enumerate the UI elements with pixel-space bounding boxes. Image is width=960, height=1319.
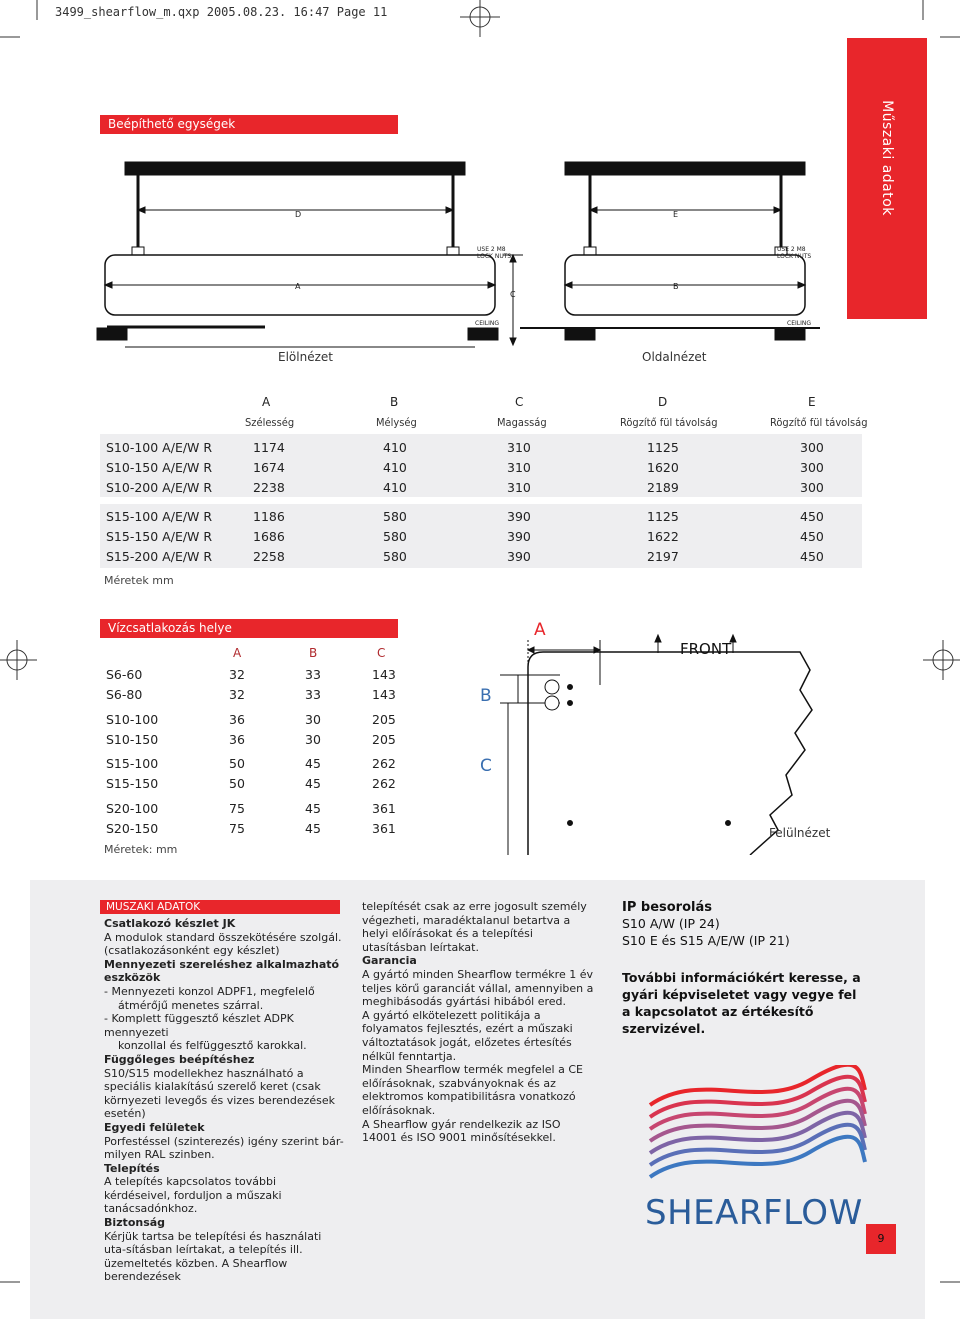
table-cell: 300 <box>800 460 824 475</box>
wc-cell: 50 <box>229 776 245 791</box>
tech-1-15: Kérjük tartsa be telepítési és használati uta-sításban leírtakat, a telepítés ill. üzemeltetés közben. A Shearflow berendezések <box>104 1229 322 1284</box>
wc-row-model: S15-100 <box>106 756 159 771</box>
wc-cell: 262 <box>372 756 396 771</box>
page-number: 9 <box>866 1224 896 1254</box>
table-cell: 2258 <box>253 549 285 564</box>
wc-cell: 33 <box>305 667 321 682</box>
tech-column-2 <box>362 900 597 1145</box>
top-view-front-label: FRONT <box>680 640 732 658</box>
wc-row-model: S20-150 <box>106 821 159 836</box>
table-cell: 580 <box>383 529 407 544</box>
tech-2-3: A gyártó elkötelezett politikája a folyamatos fejlesztés, ezért a műszaki változtatások jogát, előzetes értesítés nélkül fenntartja. <box>362 1008 573 1063</box>
col-b-letter: B <box>390 395 399 409</box>
tech-2-5: A Shearflow gyár rendelkezik az ISO 14001 és ISO 9001 minősítésekkel. <box>362 1117 561 1145</box>
wc-cell: 50 <box>229 756 245 771</box>
wc-cell: 32 <box>229 667 245 682</box>
wc-cell: 32 <box>229 687 245 702</box>
table-cell: 1174 <box>253 440 285 455</box>
tech-1-6: - Komplett függesztő készlet ADPK mennyezeti <box>104 1012 294 1039</box>
tech-1-7: konzollal és felfüggesztő karokkal. <box>118 1039 307 1053</box>
col-e-letter: E <box>808 395 816 409</box>
tech-1-10: Egyedi felületek <box>104 1120 205 1134</box>
col-a-letter: A <box>262 395 271 409</box>
tech-1-9: S10/S15 modellekhez használható a speciális kialakítású szerelő keret (csak környezeti levegős és vizes berendezések esetén) <box>104 1066 335 1121</box>
tech-1-2: (csatlakozásonként egy készlet) <box>104 944 280 958</box>
wc-cell: 36 <box>229 712 245 727</box>
wc-cell: 45 <box>305 821 321 836</box>
tech-column-1 <box>104 917 344 1284</box>
tech-1-3: Mennyezeti szereléshez alkalmazható eszközök <box>104 957 340 985</box>
wc-cell: 45 <box>305 756 321 771</box>
table-cell: 1125 <box>647 440 679 455</box>
table-row-model: S15-150 A/E/W R <box>106 529 213 544</box>
dim-a-label: A <box>295 282 301 291</box>
tech-2-1: Garancia <box>362 954 417 968</box>
table-row-model: S10-100 A/E/W R <box>106 440 213 455</box>
ip-line-1: S10 A/W (IP 24) <box>622 916 720 931</box>
table-cell: 450 <box>800 549 824 564</box>
side-tab-label: Műszaki adatok <box>879 100 895 216</box>
wc-col-c: C <box>377 646 386 660</box>
table-cell: 310 <box>507 460 531 475</box>
front-nut-note-2: LOCK NUTS <box>477 253 512 260</box>
wc-cell: 45 <box>305 801 321 816</box>
tech-2-0: telepítését csak az erre jogosult személy végezheti, maradéktalanul betartva a helyi előírásokat és a telepítési utasításban leírtakat. <box>362 900 587 954</box>
table-row-model: S10-200 A/E/W R <box>106 480 213 495</box>
table-cell: 300 <box>800 440 824 455</box>
table-cell: 310 <box>507 480 531 495</box>
tech-1-11: Porfestéssel (szinterezés) igény szerint bár-milyen RAL szinben. <box>104 1134 344 1162</box>
wc-cell: 30 <box>305 712 321 727</box>
dim-c-label: C <box>510 290 516 299</box>
table-cell: 1622 <box>647 529 679 544</box>
table-cell: 580 <box>383 549 407 564</box>
table-cell: 390 <box>507 509 531 524</box>
wc-cell: 143 <box>372 687 396 702</box>
table-cell: 410 <box>383 440 407 455</box>
col-d-letter: D <box>658 395 668 409</box>
table-cell: 2238 <box>253 480 285 495</box>
wc-row-model: S10-150 <box>106 732 159 747</box>
wc-row-model: S6-60 <box>106 667 143 682</box>
table-cell: 1674 <box>253 460 285 475</box>
s10-row-band <box>100 434 862 497</box>
table-cell: 1686 <box>253 529 285 544</box>
wc-cell: 361 <box>372 821 396 836</box>
tech-column-3 <box>622 900 867 1037</box>
wc-cell: 75 <box>229 821 245 836</box>
print-slug: 3499_shearflow_m.qxp 2005.08.23. 16:47 Page 11 <box>55 5 388 19</box>
tech-1-0: Csatlakozó készlet JK <box>104 917 236 930</box>
shearflow-wave-icon <box>645 1065 870 1190</box>
table-cell: 390 <box>507 549 531 564</box>
wc-row-model: S15-150 <box>106 776 159 791</box>
s15-row-band <box>100 504 862 568</box>
col-d-label: Rögzítő fül távolság <box>620 416 718 429</box>
tech-1-5: átmérőjű menetes szárral. <box>118 998 264 1012</box>
top-view-drawing <box>470 615 850 855</box>
wc-cell: 205 <box>372 712 396 727</box>
wc-cell: 45 <box>305 776 321 791</box>
table-cell: 410 <box>383 460 407 475</box>
table-cell: 1186 <box>253 509 285 524</box>
tech-1-8: Függőleges beépítéshez <box>104 1052 255 1066</box>
col-b-label: Mélység <box>376 416 417 429</box>
side-nut-note-1: USE 2 M8 <box>777 246 806 253</box>
table-cell: 310 <box>507 440 531 455</box>
table-row-model: S10-150 A/E/W R <box>106 460 213 475</box>
table-cell: 1620 <box>647 460 679 475</box>
top-view-label-c: C <box>480 756 492 776</box>
ip-line-2: S10 E és S15 A/E/W (IP 21) <box>622 933 790 948</box>
table-cell: 2189 <box>647 480 679 495</box>
tech-2-4: Minden Shearflow termék megfelel a CE előírásoknak, szabványoknak és az elektromos kompatibilitásra vonatkozó előírásoknak. <box>362 1063 583 1117</box>
side-ceiling-label: CEILING <box>787 320 811 327</box>
table-cell: 450 <box>800 529 824 544</box>
wc-cell: 30 <box>305 732 321 747</box>
table-row-model: S15-100 A/E/W R <box>106 509 213 524</box>
top-view-label-b: B <box>480 686 492 706</box>
wc-row-model: S20-100 <box>106 801 159 816</box>
wc-cell: 33 <box>305 687 321 702</box>
shearflow-logo: SHEARFLOW <box>645 1193 863 1233</box>
tech-1-4: - Mennyezeti konzol ADPF1, megfelelő <box>104 984 315 998</box>
front-view-caption: Elölnézet <box>278 350 333 364</box>
dimensions-note: Méretek mm <box>104 574 174 587</box>
water-table-note: Méretek: mm <box>104 843 178 856</box>
table-cell: 390 <box>507 529 531 544</box>
front-ceiling-label: CEILING <box>475 320 499 327</box>
side-view-caption: Oldalnézet <box>642 350 707 364</box>
table-cell: 300 <box>800 480 824 495</box>
col-c-label: Magasság <box>497 416 547 429</box>
table-cell: 1125 <box>647 509 679 524</box>
water-table-title: Vízcsatlakozás helye <box>100 619 398 638</box>
wc-col-a: A <box>233 646 242 660</box>
tech-1-1: A modulok standard összekötésére szolgál. <box>104 930 342 944</box>
wc-col-b: B <box>309 646 318 660</box>
contact-text: További információkért keresse, a gyári képviseletet vagy vegye fel a kapcsolatot az értékesítő szervizével. <box>622 970 861 1036</box>
dim-e-label: E <box>673 210 679 219</box>
section-label: Beépíthető egységek <box>100 115 398 134</box>
ip-title: IP besorolás <box>622 900 712 915</box>
wc-cell: 262 <box>372 776 396 791</box>
installation-drawings <box>95 155 825 355</box>
tech-1-13: A telepítés kapcsolatos további kérdéseivel, forduljon a műszaki tanácsadónkhoz. <box>104 1175 282 1216</box>
wc-cell: 205 <box>372 732 396 747</box>
tech-heading: MUSZAKI ADATOK <box>100 900 340 914</box>
wc-cell: 36 <box>229 732 245 747</box>
dim-d-label: D <box>295 210 302 219</box>
side-tab <box>847 38 927 319</box>
table-row-model: S15-200 A/E/W R <box>106 549 213 564</box>
col-c-letter: C <box>515 395 524 409</box>
top-view-caption: Felülnézet <box>769 826 831 840</box>
tech-1-12: Telepítés <box>104 1161 160 1175</box>
wc-cell: 143 <box>372 667 396 682</box>
tech-1-14: Biztonság <box>104 1216 166 1230</box>
wc-row-model: S6-80 <box>106 687 143 702</box>
front-nut-note-1: USE 2 M8 <box>477 246 506 253</box>
col-e-label: Rögzítő fül távolság <box>770 416 868 429</box>
side-nut-note-2: LOCK NUTS <box>777 253 812 260</box>
table-cell: 450 <box>800 509 824 524</box>
top-view-label-a: A <box>534 620 546 640</box>
table-cell: 410 <box>383 480 407 495</box>
tech-2-2: A gyártó minden Shearflow termékre 1 év teljes körű garanciát vállal, amennyiben a meghibásodás gyártási hibából ered. <box>362 967 594 1009</box>
col-a-label: Szélesség <box>245 416 295 429</box>
wc-row-model: S10-100 <box>106 712 159 727</box>
table-cell: 580 <box>383 509 407 524</box>
table-cell: 2197 <box>647 549 679 564</box>
dim-b-label: B <box>673 282 679 291</box>
wc-cell: 75 <box>229 801 245 816</box>
wc-cell: 361 <box>372 801 396 816</box>
